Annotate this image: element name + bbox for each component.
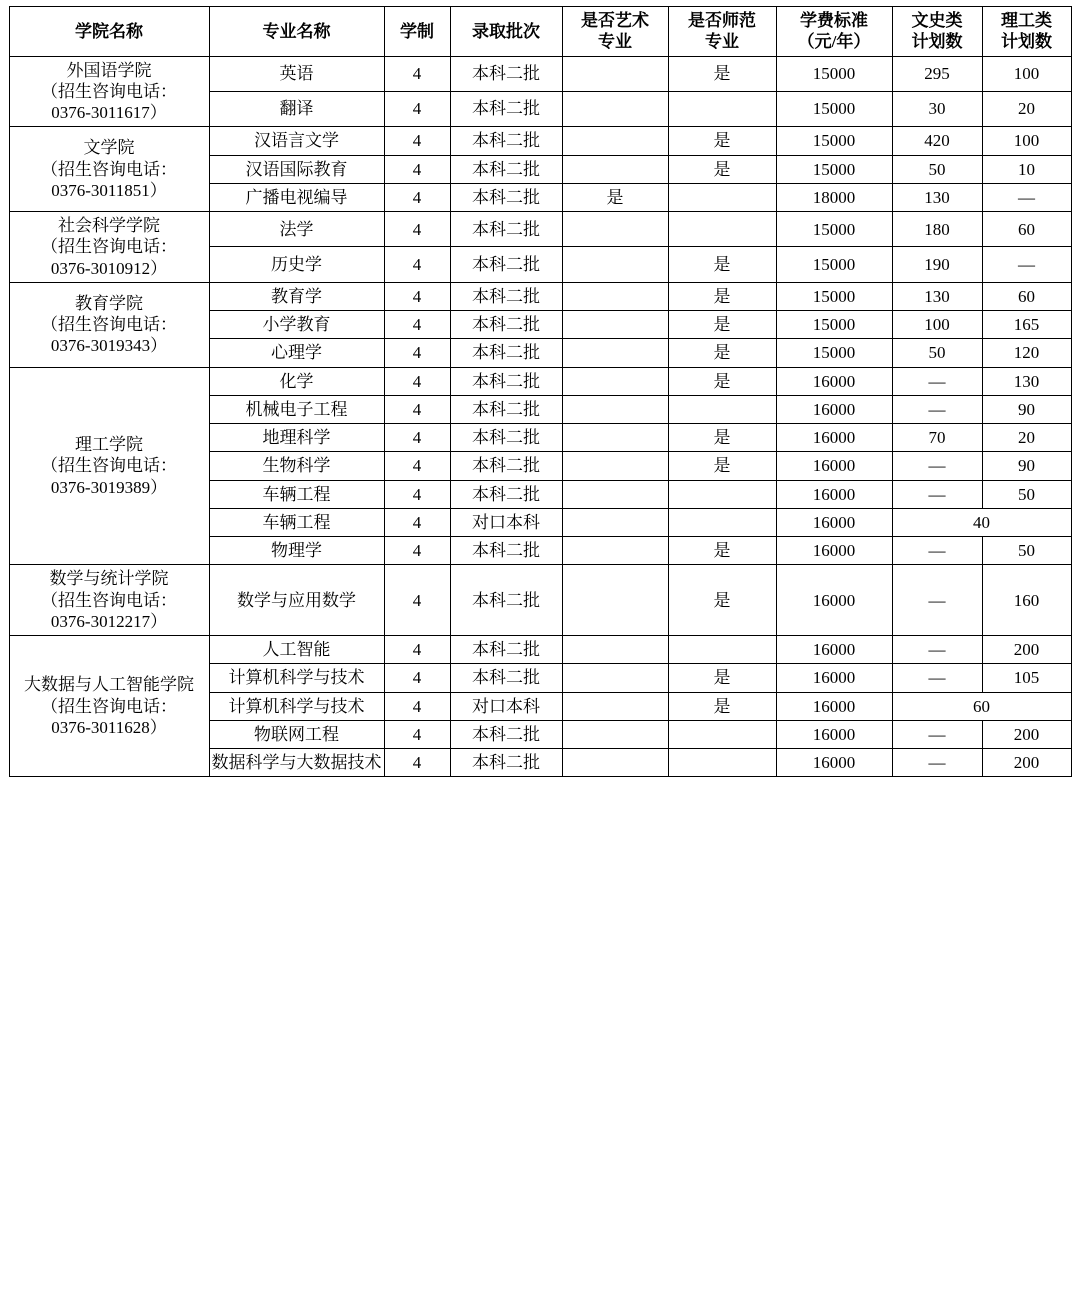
wenshi-plan-cell: 50 [892,339,982,367]
tuition-fee-cell: 15000 [776,155,892,183]
wenshi-plan-cell: — [892,664,982,692]
art-major-cell [562,720,668,748]
batch-cell: 本科二批 [450,339,562,367]
major-cell: 翻译 [209,91,384,126]
wenshi-plan-cell: — [892,749,982,777]
batch-cell: 本科二批 [450,537,562,565]
batch-cell: 对口本科 [450,692,562,720]
major-cell: 物理学 [209,537,384,565]
major-cell: 人工智能 [209,636,384,664]
major-cell: 化学 [209,367,384,395]
ligong-plan-cell: 10 [982,155,1071,183]
wenshi-plan-cell: 130 [892,183,982,211]
normal-major-cell [668,183,776,211]
ligong-plan-cell: — [982,247,1071,282]
wenshi-plan-cell: 180 [892,212,982,247]
ligong-plan-cell: 20 [982,424,1071,452]
art-major-cell [562,664,668,692]
column-header-batch: 录取批次 [450,7,562,57]
column-header-normal-line2: 专业 [705,32,739,52]
ligong-plan-cell: 120 [982,339,1071,367]
normal-major-cell: 是 [668,565,776,636]
normal-major-cell: 是 [668,247,776,282]
tuition-fee-cell: 16000 [776,537,892,565]
normal-major-cell: 是 [668,664,776,692]
normal-major-cell [668,212,776,247]
column-header-art [562,7,668,57]
batch-cell: 本科二批 [450,720,562,748]
wenshi-plan-cell: 70 [892,424,982,452]
ligong-plan-cell: 20 [982,91,1071,126]
column-header-wenshi-line2: 计划数 [911,32,963,52]
college-phone-label: （招生咨询电话： [41,590,177,610]
college-name: 文学院 [83,138,135,158]
wenshi-plan-cell: — [892,395,982,423]
major-cell: 车辆工程 [209,480,384,508]
years-cell: 4 [384,56,450,91]
wenshi-plan-cell: 295 [892,56,982,91]
years-cell: 4 [384,127,450,155]
college-cell [9,565,209,636]
normal-major-cell [668,636,776,664]
tuition-fee-cell: 15000 [776,311,892,339]
batch-cell: 本科二批 [450,452,562,480]
table-row [9,565,1071,636]
years-cell: 4 [384,155,450,183]
years-cell: 4 [384,212,450,247]
ligong-plan-cell: 200 [982,720,1071,748]
tuition-fee-cell: 15000 [776,56,892,91]
column-header-years: 学制 [384,7,450,57]
major-cell: 汉语国际教育 [209,155,384,183]
major-cell: 心理学 [209,339,384,367]
tuition-fee-cell: 16000 [776,508,892,536]
college-cell [9,212,209,283]
column-header-major: 专业名称 [209,7,384,57]
college-phone-label: （招生咨询电话： [41,237,177,257]
college-phone-number: 0376-3011628） [51,717,167,737]
wenshi-plan-cell: 190 [892,247,982,282]
merged-plan-cell: 60 [892,692,1071,720]
college-phone-number: 0376-3019389） [50,477,168,497]
normal-major-cell: 是 [668,339,776,367]
normal-major-cell [668,720,776,748]
wenshi-plan-cell: 420 [892,127,982,155]
college-phone-label: （招生咨询电话： [41,159,177,179]
wenshi-plan-cell: — [892,636,982,664]
college-phone-label: （招生咨询电话： [41,81,177,101]
ligong-plan-cell: 160 [982,565,1071,636]
column-header-ligong-line1: 理工类 [1001,11,1052,30]
college-phone-label: （招生咨询电话： [41,456,177,476]
table-header [9,7,1071,57]
tuition-fee-cell: 15000 [776,212,892,247]
batch-cell: 本科二批 [450,664,562,692]
art-major-cell: 是 [562,183,668,211]
column-header-college: 学院名称 [9,7,209,57]
tuition-fee-cell: 16000 [776,480,892,508]
college-phone-number: 0376-3011617） [51,103,167,122]
art-major-cell [562,424,668,452]
normal-major-cell: 是 [668,452,776,480]
ligong-plan-cell: 200 [982,636,1071,664]
years-cell: 4 [384,692,450,720]
ligong-plan-cell: 90 [982,452,1071,480]
college-name: 外国语学院 [66,60,152,80]
years-cell: 4 [384,749,450,777]
wenshi-plan-cell: — [892,452,982,480]
normal-major-cell: 是 [668,367,776,395]
years-cell: 4 [384,537,450,565]
normal-major-cell: 是 [668,56,776,91]
art-major-cell [562,367,668,395]
art-major-cell [562,56,668,91]
years-cell: 4 [384,480,450,508]
tuition-fee-cell: 15000 [776,339,892,367]
years-cell: 4 [384,636,450,664]
column-header-normal-line1: 是否师范 [688,11,756,30]
table-row [9,367,1071,395]
art-major-cell [562,311,668,339]
normal-major-cell: 是 [668,282,776,310]
tuition-fee-cell: 15000 [776,247,892,282]
art-major-cell [562,212,668,247]
ligong-plan-cell: 90 [982,395,1071,423]
column-header-normal [668,7,776,57]
ligong-plan-cell: 165 [982,311,1071,339]
ligong-plan-cell: 50 [982,537,1071,565]
wenshi-plan-cell: 100 [892,311,982,339]
batch-cell: 本科二批 [450,282,562,310]
ligong-plan-cell: 200 [982,749,1071,777]
college-name: 社会科学学院 [58,216,160,235]
art-major-cell [562,127,668,155]
normal-major-cell: 是 [668,424,776,452]
batch-cell: 本科二批 [450,212,562,247]
normal-major-cell [668,508,776,536]
college-cell [9,127,209,212]
batch-cell: 本科二批 [450,155,562,183]
batch-cell: 本科二批 [450,480,562,508]
column-header-ligong-line2: 计划数 [1001,32,1052,52]
years-cell: 4 [384,720,450,748]
years-cell: 4 [384,452,450,480]
college-cell [9,56,209,127]
batch-cell: 本科二批 [450,56,562,91]
column-header-wenshi-line1: 文史类 [911,11,963,30]
ligong-plan-cell: 105 [982,664,1071,692]
wenshi-plan-cell: — [892,367,982,395]
years-cell: 4 [384,424,450,452]
wenshi-plan-cell: 130 [892,282,982,310]
art-major-cell [562,155,668,183]
tuition-fee-cell: 15000 [776,91,892,126]
wenshi-plan-cell: — [892,720,982,748]
normal-major-cell: 是 [668,537,776,565]
years-cell: 4 [384,565,450,636]
major-cell: 计算机科学与技术 [209,692,384,720]
years-cell: 4 [384,91,450,126]
major-cell: 车辆工程 [209,508,384,536]
wenshi-plan-cell: 50 [892,155,982,183]
college-name: 理工学院 [75,435,143,454]
art-major-cell [562,247,668,282]
ligong-plan-cell: 100 [982,56,1071,91]
years-cell: 4 [384,508,450,536]
batch-cell: 本科二批 [450,395,562,423]
header-row [9,7,1071,57]
art-major-cell [562,508,668,536]
normal-major-cell: 是 [668,127,776,155]
column-header-fee [776,7,892,57]
normal-major-cell [668,91,776,126]
art-major-cell [562,452,668,480]
art-major-cell [562,395,668,423]
batch-cell: 本科二批 [450,424,562,452]
tuition-fee-cell: 18000 [776,183,892,211]
tuition-fee-cell: 15000 [776,127,892,155]
column-header-wenshi [892,7,982,57]
tuition-fee-cell: 16000 [776,636,892,664]
table-row [9,282,1071,310]
tuition-fee-cell: 16000 [776,367,892,395]
table-body [9,56,1071,777]
years-cell: 4 [384,183,450,211]
major-cell: 地理科学 [209,424,384,452]
major-cell: 法学 [209,212,384,247]
normal-major-cell: 是 [668,692,776,720]
college-phone-number: 0376-3011851） [51,180,167,200]
major-cell: 机械电子工程 [209,395,384,423]
enrollment-plan-table [9,6,1072,777]
college-name: 数学与统计学院 [49,569,169,589]
tuition-fee-cell: 16000 [776,692,892,720]
major-cell: 数据科学与大数据技术 [209,749,384,777]
major-cell: 小学教育 [209,311,384,339]
art-major-cell [562,282,668,310]
ligong-plan-cell: 60 [982,282,1071,310]
ligong-plan-cell: 60 [982,212,1071,247]
ligong-plan-cell: 50 [982,480,1071,508]
college-cell [9,367,209,565]
major-cell: 教育学 [209,282,384,310]
tuition-fee-cell: 16000 [776,452,892,480]
batch-cell: 本科二批 [450,91,562,126]
tuition-fee-cell: 16000 [776,395,892,423]
wenshi-plan-cell: — [892,480,982,508]
table-row [9,212,1071,247]
tuition-fee-cell: 15000 [776,282,892,310]
wenshi-plan-cell: 30 [892,91,982,126]
years-cell: 4 [384,247,450,282]
table-row [9,56,1071,91]
major-cell: 生物科学 [209,452,384,480]
batch-cell: 本科二批 [450,749,562,777]
tuition-fee-cell: 16000 [776,720,892,748]
major-cell: 英语 [209,56,384,91]
years-cell: 4 [384,367,450,395]
normal-major-cell: 是 [668,311,776,339]
batch-cell: 本科二批 [450,565,562,636]
college-phone-label: （招生咨询电话： [41,696,177,716]
art-major-cell [562,339,668,367]
normal-major-cell: 是 [668,155,776,183]
wenshi-plan-cell: — [892,537,982,565]
tuition-fee-cell: 16000 [776,749,892,777]
major-cell: 历史学 [209,247,384,282]
wenshi-plan-cell: — [892,565,982,636]
college-phone-number: 0376-3012217） [50,611,168,631]
batch-cell: 本科二批 [450,183,562,211]
college-cell [9,282,209,367]
major-cell: 广播电视编导 [209,183,384,211]
column-header-ligong [982,7,1071,57]
batch-cell: 本科二批 [450,367,562,395]
art-major-cell [562,537,668,565]
art-major-cell [562,692,668,720]
column-header-fee-line1: 学费标准 [800,11,868,30]
college-name: 大数据与人工智能学院 [24,675,194,695]
years-cell: 4 [384,395,450,423]
normal-major-cell [668,395,776,423]
major-cell: 汉语言文学 [209,127,384,155]
table-row [9,636,1071,664]
college-phone-label: （招生咨询电话： [41,315,177,334]
batch-cell: 本科二批 [450,247,562,282]
college-cell [9,636,209,777]
table-row [9,127,1071,155]
tuition-fee-cell: 16000 [776,565,892,636]
column-header-art-line2: 专业 [598,32,632,52]
merged-plan-cell: 40 [892,508,1071,536]
years-cell: 4 [384,664,450,692]
batch-cell: 本科二批 [450,311,562,339]
years-cell: 4 [384,282,450,310]
years-cell: 4 [384,339,450,367]
art-major-cell [562,480,668,508]
ligong-plan-cell: — [982,183,1071,211]
art-major-cell [562,91,668,126]
major-cell: 数学与应用数学 [209,565,384,636]
art-major-cell [562,749,668,777]
batch-cell: 本科二批 [450,636,562,664]
tuition-fee-cell: 16000 [776,664,892,692]
normal-major-cell [668,480,776,508]
column-header-fee-line2: （元/年） [797,32,871,52]
college-name: 教育学院 [75,293,143,313]
batch-cell: 对口本科 [450,508,562,536]
batch-cell: 本科二批 [450,127,562,155]
tuition-fee-cell: 16000 [776,424,892,452]
college-phone-number: 0376-3019343） [50,336,168,356]
major-cell: 计算机科学与技术 [209,664,384,692]
college-phone-number: 0376-3010912） [50,258,168,278]
ligong-plan-cell: 130 [982,367,1071,395]
ligong-plan-cell: 100 [982,127,1071,155]
art-major-cell [562,565,668,636]
years-cell: 4 [384,311,450,339]
art-major-cell [562,636,668,664]
major-cell: 物联网工程 [209,720,384,748]
column-header-art-line1: 是否艺术 [581,11,649,30]
normal-major-cell [668,749,776,777]
